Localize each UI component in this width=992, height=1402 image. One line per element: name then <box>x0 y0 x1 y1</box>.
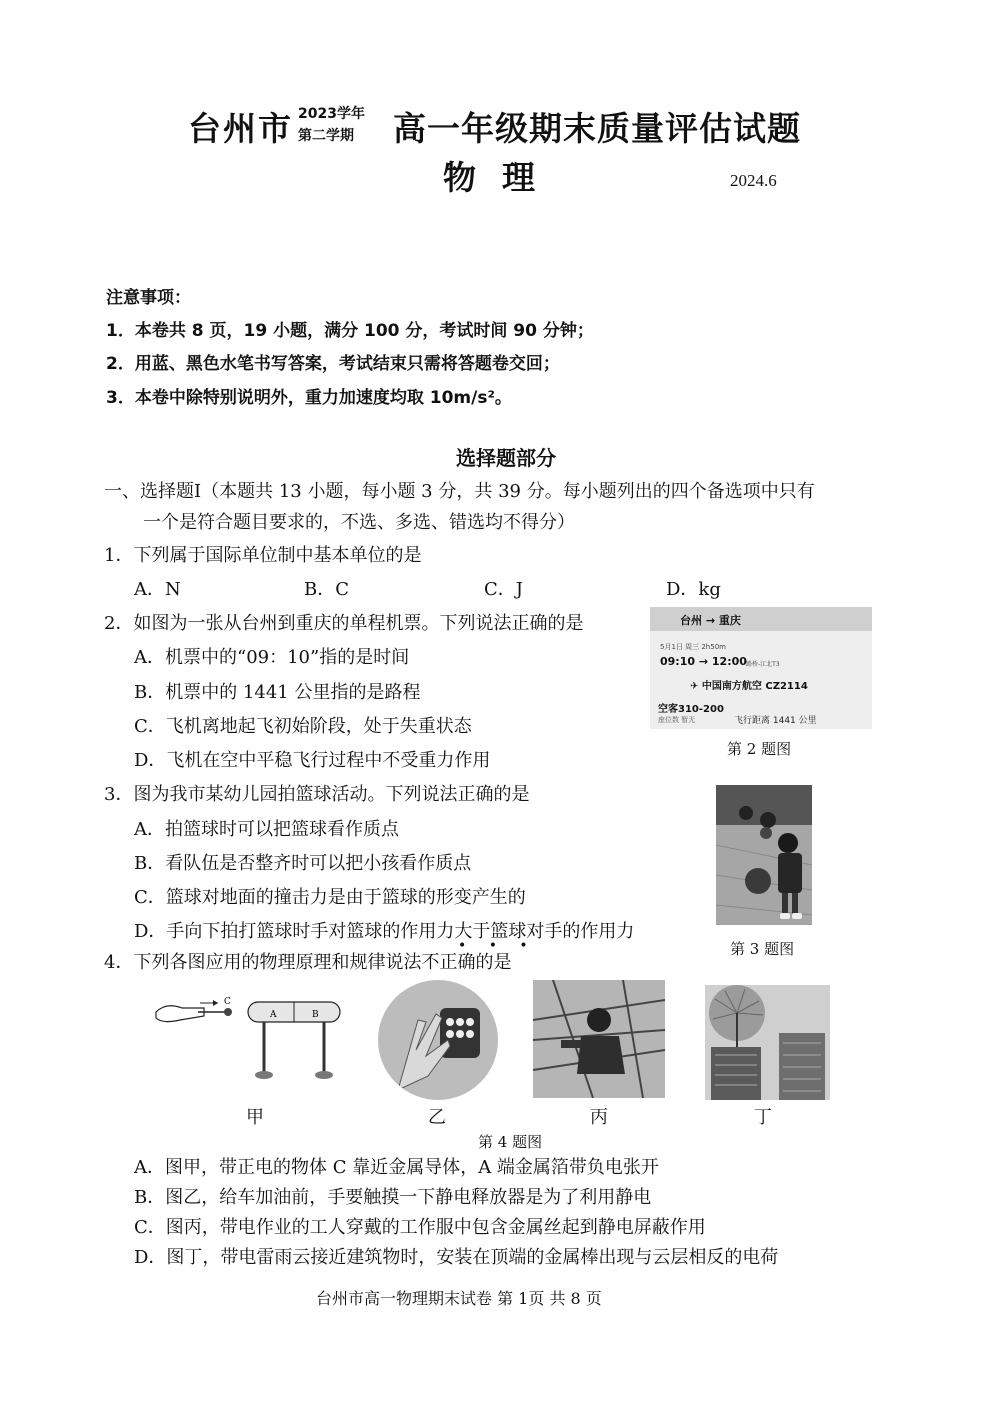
q4-figure-ding <box>705 985 830 1100</box>
title-city: 台州市 <box>188 109 293 148</box>
label-a: A <box>270 1010 277 1020</box>
q3-option-c: C．篮球对地面的撞击力是由于篮球的形变产生的 <box>134 887 526 908</box>
part1-instructions: 一、选择题Ⅰ（本题共 13 小题，每小题 3 分，共 39 分。每小题列出的四个备选项中只有 <box>104 481 815 502</box>
q3-option-d: D．手向下拍打篮球时手对篮球的作用力大于篮球对手的作用力 <box>134 921 635 942</box>
q4-option-c: C．图丙，带电作业的工人穿戴的工作服中包含金属丝起到静电屏蔽作用 <box>134 1217 706 1238</box>
notice-item: 1．本卷共 8 页，19 小题，满分 100 分，考试时间 90 分钟； <box>106 321 594 341</box>
q4-figure-bing <box>533 980 665 1098</box>
fig-label-bing: 丙 <box>590 1107 608 1128</box>
q2-option-d: D．飞机在空中平稳飞行过程中不受重力作用 <box>134 750 491 771</box>
q4-caption: 第 4 题图 <box>478 1133 543 1151</box>
q4-option-d: D．图丁，带电雷雨云接近建筑物时，安装在顶端的金属棒出现与云层相反的电荷 <box>134 1247 779 1268</box>
q3-basketball-photo <box>716 785 812 925</box>
fig-label-ding: 丁 <box>754 1107 772 1128</box>
q2-ticket-image <box>650 607 872 729</box>
q2-option-a: A．机票中的“09：10”指的是时间 <box>134 647 410 668</box>
exam-date: 2024.6 <box>730 171 777 190</box>
q4-figure-yi <box>378 980 498 1100</box>
q1-stem: 1．下列属于国际单位制中基本单位的是 <box>104 545 422 566</box>
airline-logo-icon: ✈ <box>690 681 699 692</box>
q2-caption: 第 2 题图 <box>727 740 792 758</box>
ticket-airline <box>690 677 808 692</box>
label-b: B <box>312 1010 319 1020</box>
page-title: 高一年级期末质量评估试题 <box>393 109 801 148</box>
notice-heading: 注意事项： <box>106 288 191 308</box>
q2-option-c: C．飞机离地起飞初始阶段，处于失重状态 <box>134 716 472 737</box>
q1-option-a: A．N <box>134 579 181 600</box>
fig-label-jia: 甲 <box>246 1107 264 1128</box>
label-c: C <box>224 997 231 1007</box>
q4-option-a: A．图甲，带正电的物体 C 靠近金属导体，A 端金属箔带负电张开 <box>134 1157 659 1178</box>
ticket-route: 台州 → 重庆 <box>680 614 741 627</box>
q4-stem: 4．下列各图应用的物理原理和规律说法不正确的是 <box>104 952 512 973</box>
notice-item: 2．用蓝、黑色水笔书写答案，考试结束只需将答题卷交回； <box>106 354 560 374</box>
fig-label-yi: 乙 <box>428 1107 446 1128</box>
q3-option-b: B．看队伍是否整齐时可以把小孩看作质点 <box>134 853 472 874</box>
title-term-semester: 第二学期 <box>298 128 354 144</box>
section-title: 选择题部分 <box>456 446 556 470</box>
q2-stem: 2．如图为一张从台州到重庆的单程机票。下列说法正确的是 <box>104 613 584 634</box>
ticket-distance: 飞行距离 1441 公里 <box>734 716 817 726</box>
q4-option-b: B．图乙，给车加油前，手要触摸一下静电释放器是为了利用静电 <box>134 1187 652 1208</box>
q1-option-c: C．J <box>484 579 523 600</box>
q1-option-d: D．kg <box>666 579 721 600</box>
subject-title: 物理 <box>443 158 561 197</box>
ticket-time: 09:10 → 12:00 <box>660 655 747 668</box>
ticket-aircraft: 空客310-200 <box>658 704 724 715</box>
q3-stem: 3．图为我市某幼儿园拍篮球活动。下列说法正确的是 <box>104 784 530 805</box>
notice-item: 3．本卷中除特别说明外，重力加速度均取 10m/s²。 <box>106 388 512 408</box>
title-term <box>298 103 365 147</box>
ticket-seat: 座位数 暂无 <box>658 716 696 724</box>
title-term-year: 2023学年 <box>298 106 365 122</box>
q4-figure-jia <box>152 990 342 1082</box>
emphasis-dots: • • • <box>458 938 537 954</box>
ticket-airline-label: 中国南方航空 CZ2114 <box>701 681 808 692</box>
part1-instructions-cont: 一个是符合题目要求的，不选、多选、错选均不得分） <box>143 512 575 533</box>
page-footer: 台州市高一物理期末试卷 第 1页 共 8 页 <box>316 1289 602 1308</box>
ticket-date: 5月1日 周三 2h50m <box>660 643 726 651</box>
q3-option-a: A．拍篮球时可以把篮球看作质点 <box>134 819 399 840</box>
q1-option-b: B．C <box>304 579 349 600</box>
q2-option-b: B．机票中的 1441 公里指的是路程 <box>134 682 421 703</box>
q3-caption: 第 3 题图 <box>730 940 795 958</box>
ticket-airports: 路桥-江北T3 <box>746 661 780 668</box>
